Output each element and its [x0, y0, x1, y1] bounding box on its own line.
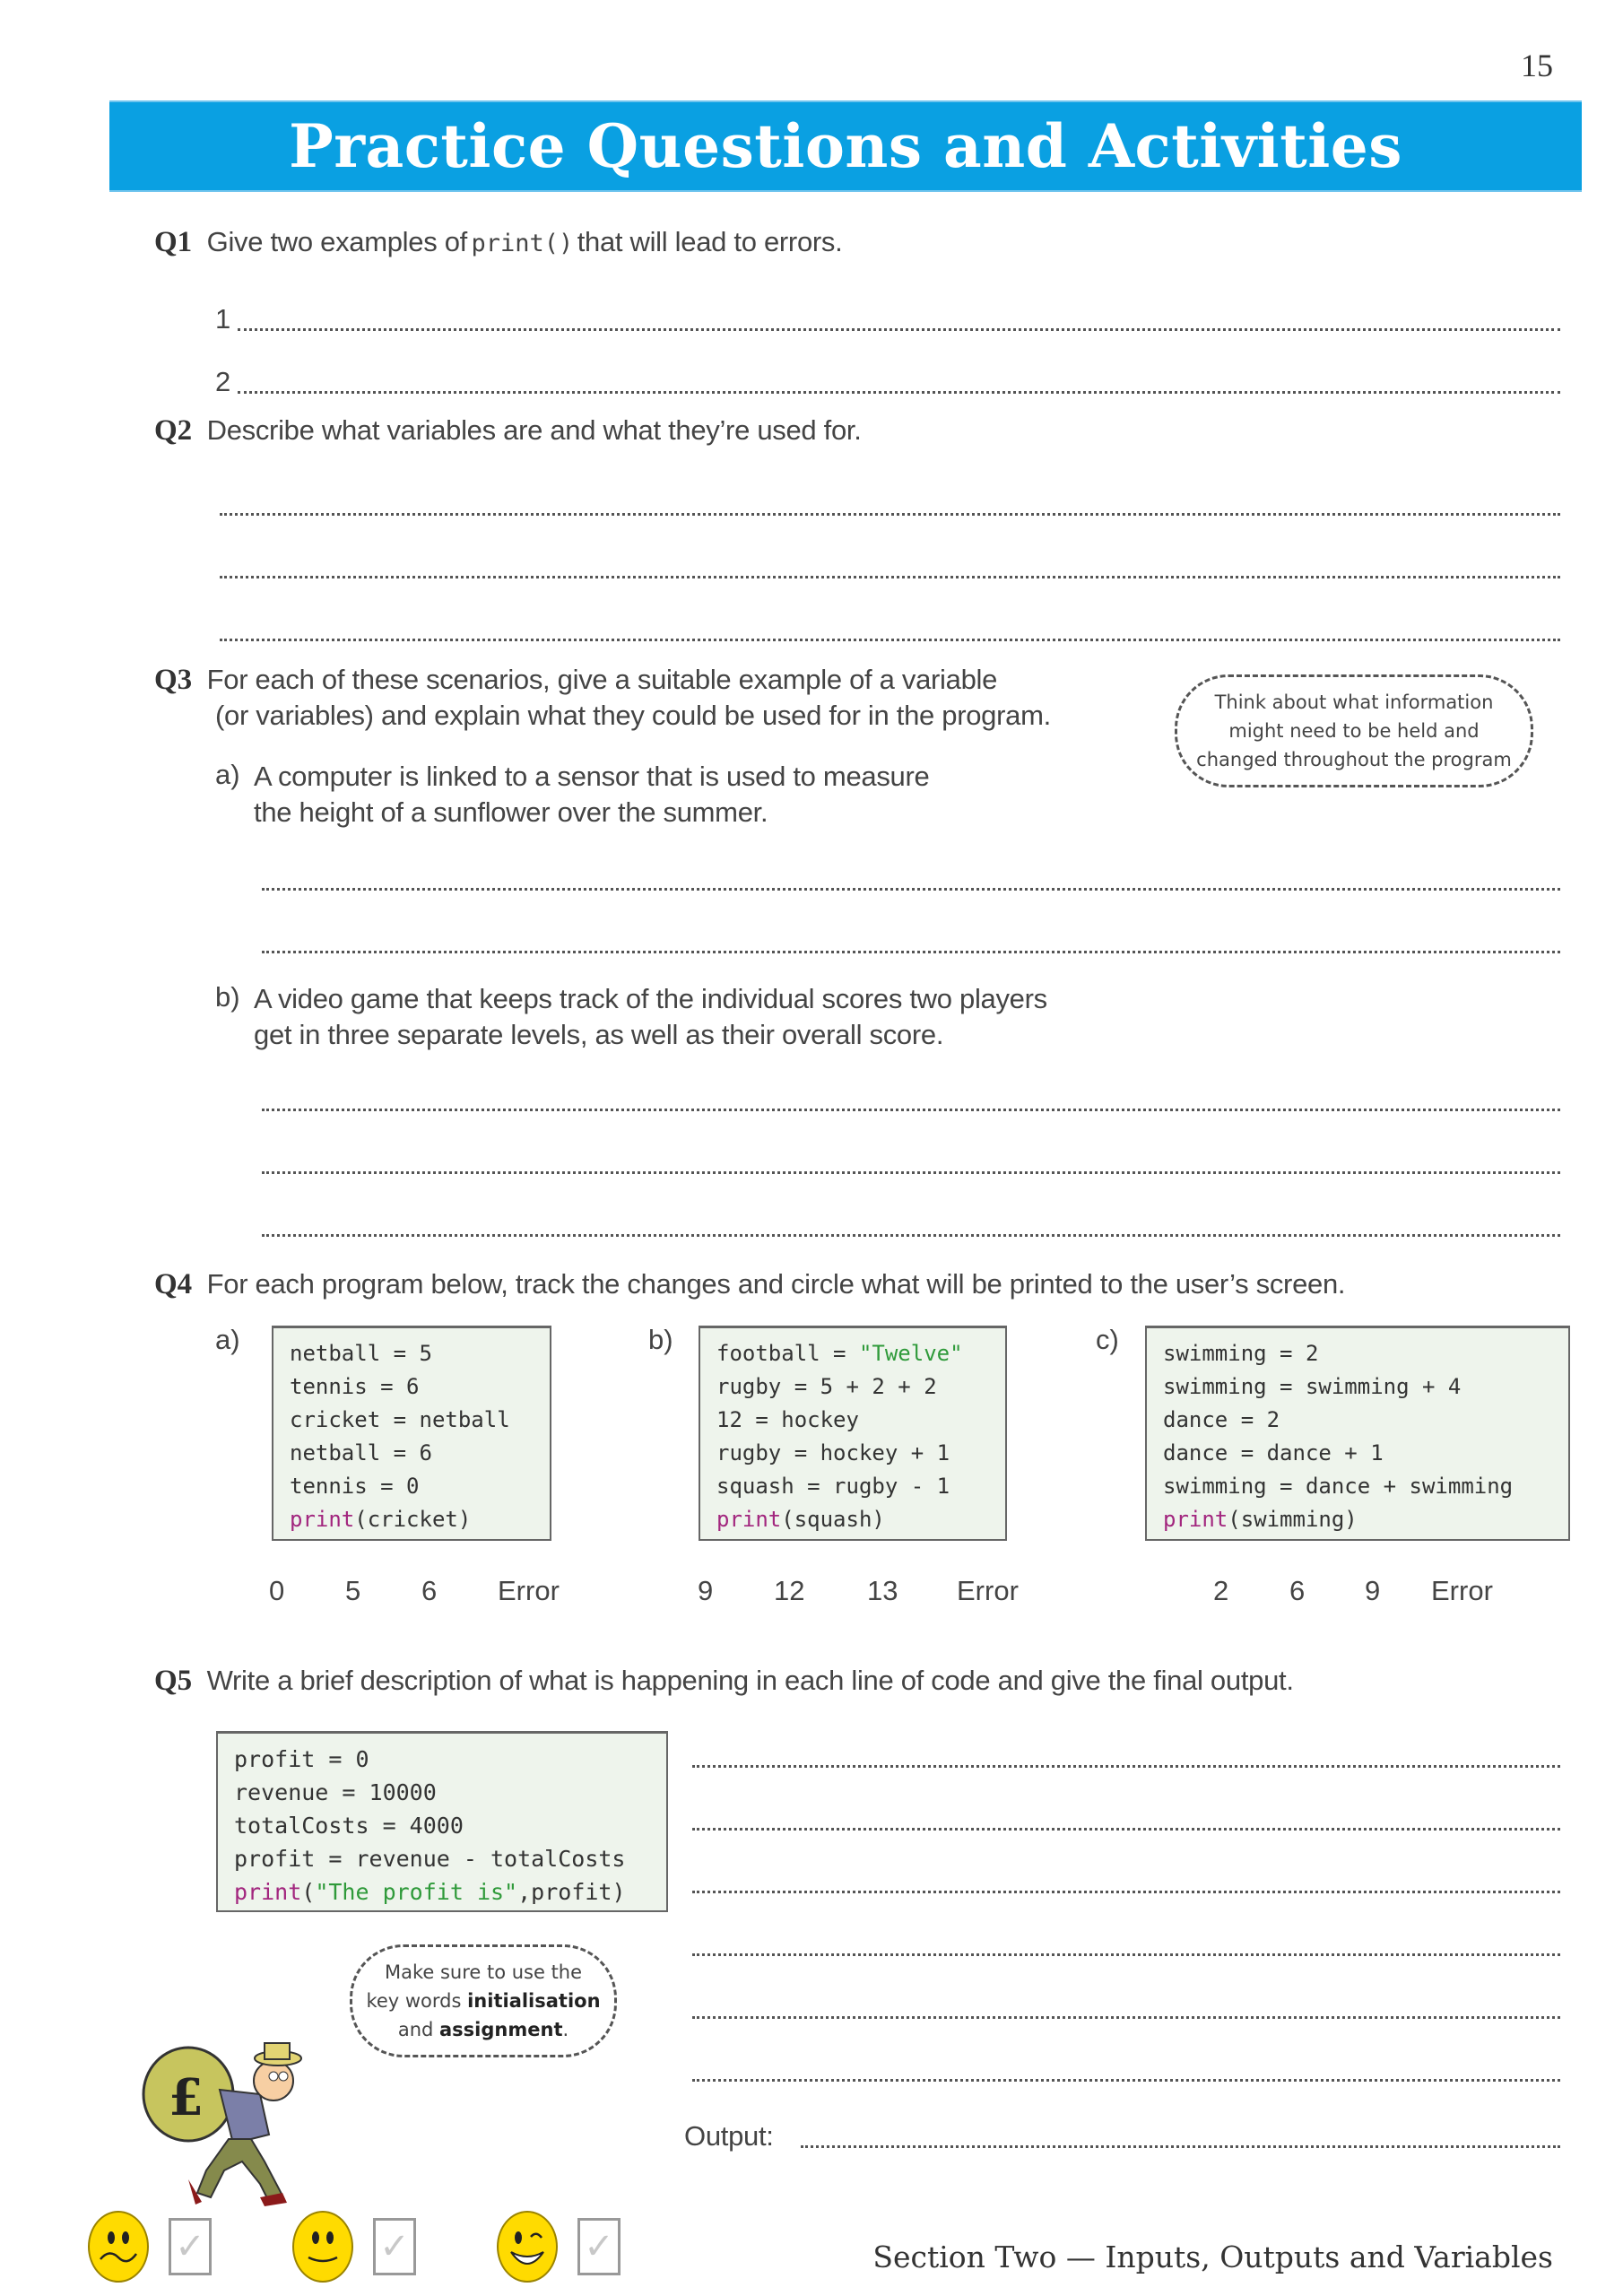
code-line: tennis = 6: [290, 1374, 420, 1399]
code-line: tennis = 0: [290, 1474, 420, 1499]
code-line-print: [234, 1875, 650, 1909]
string-literal: "The profit is": [315, 1879, 518, 1905]
print-args: (swimming): [1228, 1507, 1358, 1532]
answer-line[interactable]: [692, 1953, 1560, 1956]
code-line-print: [290, 1503, 534, 1536]
print-args: (squash): [781, 1507, 885, 1532]
program-label: a): [215, 1324, 240, 1355]
question-text: Give two examples of: [206, 226, 467, 257]
question-5: [154, 1663, 1294, 1699]
string-literal: "Twelve": [858, 1341, 963, 1366]
code-block-c: [1145, 1326, 1570, 1541]
self-assessment-row: [88, 2211, 621, 2283]
tip-line: [352, 1987, 614, 2015]
program-label: b): [648, 1324, 673, 1355]
option[interactable]: 6: [1289, 1575, 1306, 1606]
code-line: revenue = 10000: [234, 1779, 437, 1805]
code-line: cricket = netball: [290, 1407, 510, 1432]
code-line: rugby = hockey + 1: [716, 1440, 950, 1465]
option[interactable]: Error: [498, 1575, 560, 1606]
code-text: football =: [716, 1341, 859, 1366]
question-text: Write a brief description of what is happening in each line of code and give the final output.: [206, 1665, 1294, 1696]
print-keyword: print: [290, 1507, 355, 1532]
code-line: totalCosts = 4000: [234, 1813, 464, 1839]
print-keyword: print: [1163, 1507, 1228, 1532]
option[interactable]: Error: [957, 1575, 1019, 1606]
code-block-b: [699, 1326, 1007, 1541]
answer-line[interactable]: [220, 513, 1560, 516]
answer-line[interactable]: [692, 1765, 1560, 1768]
tip-line: Think about what information: [1214, 691, 1494, 713]
option[interactable]: 9: [698, 1575, 714, 1606]
code-line: swimming = swimming + 4: [1163, 1374, 1462, 1399]
output-answer-line[interactable]: [801, 2145, 1560, 2148]
option[interactable]: 12: [774, 1575, 805, 1606]
tip-bubble: [1175, 674, 1533, 787]
code-line: swimming = 2: [1163, 1341, 1319, 1366]
subquestion-label: a): [215, 759, 240, 790]
question-2: [154, 413, 862, 448]
print-args: (cricket): [354, 1507, 472, 1532]
answer-line[interactable]: [262, 1234, 1560, 1237]
code-line-print: [716, 1503, 989, 1536]
money-bag-thief-illustration: [135, 2027, 305, 2206]
answer-line[interactable]: [262, 888, 1560, 891]
question-text: For each of these scenarios, give a suitable example of a variable: [206, 664, 998, 695]
answer-line[interactable]: [692, 1828, 1560, 1831]
code-line: dance = 2: [1163, 1407, 1280, 1432]
section-footer: Section Two — Inputs, Outputs and Variables: [872, 2239, 1553, 2274]
subquestion-text: A video game that keeps track of the individual scores two players: [254, 983, 1047, 1014]
code-line: squash = rugby - 1: [716, 1474, 950, 1499]
answer-line[interactable]: [692, 1891, 1560, 1893]
answer-line-label: 2: [215, 366, 231, 397]
tip-text: key words: [366, 1990, 468, 2012]
self-assessment-checkbox[interactable]: ✓: [373, 2218, 416, 2275]
program-label: c): [1096, 1324, 1119, 1355]
winking-grin-face-icon: [497, 2211, 558, 2283]
tip-text: and: [397, 2019, 440, 2040]
question-4: [154, 1266, 1345, 1302]
option[interactable]: 2: [1213, 1575, 1229, 1606]
page-number: 15: [1521, 48, 1553, 83]
tip-keyword: initialisation: [467, 1990, 601, 2012]
subquestion-text-cont: the height of a sunflower over the summer.: [254, 796, 768, 828]
question-text-cont: (or variables) and explain what they could be used for in the program.: [215, 700, 1051, 731]
answer-line[interactable]: [220, 576, 1560, 578]
answer-line[interactable]: [692, 2016, 1560, 2019]
print-keyword: print: [234, 1879, 302, 1905]
smiling-face-icon: [292, 2211, 353, 2283]
answer-line[interactable]: [262, 1171, 1560, 1174]
answer-line[interactable]: [220, 639, 1560, 641]
subquestion-text: A computer is linked to a sensor that is used to measure: [254, 761, 930, 792]
tip-line: might need to be held and: [1228, 720, 1480, 742]
answer-options-a: [269, 1575, 560, 1607]
answer-line[interactable]: [262, 1109, 1560, 1111]
tip-line: [352, 2015, 614, 2044]
option[interactable]: 9: [1365, 1575, 1381, 1606]
code-line: 12 = hockey: [716, 1407, 859, 1432]
code-line: profit = revenue - totalCosts: [234, 1846, 626, 1872]
tip-line: changed throughout the program: [1196, 749, 1512, 770]
code-line: dance = dance + 1: [1163, 1440, 1384, 1465]
code-line-print: [1163, 1503, 1552, 1536]
code-line: swimming = dance + swimming: [1163, 1474, 1514, 1499]
code-line: profit = 0: [234, 1746, 369, 1772]
question-number: Q4: [154, 1268, 193, 1300]
question-number: Q2: [154, 414, 193, 447]
option[interactable]: 0: [269, 1575, 285, 1606]
option[interactable]: 13: [867, 1575, 898, 1606]
print-keyword: print: [716, 1507, 782, 1532]
code-block-q5: [216, 1731, 668, 1912]
code-line: netball = 6: [290, 1440, 432, 1465]
code-text: ,profit): [517, 1879, 626, 1905]
tip-line: Make sure to use the: [384, 1961, 583, 1983]
tip-bubble-keywords: [350, 1944, 617, 2057]
question-text: Describe what variables are and what they’re used for.: [206, 414, 862, 446]
output-label: Output:: [684, 2120, 774, 2152]
svg-text:£: £: [169, 2068, 204, 2127]
answer-line-2[interactable]: [238, 391, 1560, 394]
question-text: For each program below, track the changes and circle what will be printed to the user’s screen.: [206, 1268, 1346, 1300]
page-title: Practice Questions and Activities: [289, 111, 1402, 181]
option[interactable]: 6: [421, 1575, 438, 1606]
question-1: [154, 224, 842, 260]
code-block-a: [272, 1326, 551, 1541]
code-text: (: [301, 1879, 316, 1905]
option[interactable]: Error: [1431, 1575, 1493, 1606]
self-assessment-checkbox[interactable]: ✓: [169, 2218, 212, 2275]
code-line: netball = 5: [290, 1341, 432, 1366]
self-assessment-checkbox[interactable]: ✓: [577, 2218, 621, 2275]
answer-line[interactable]: [692, 2079, 1560, 2082]
option[interactable]: 5: [345, 1575, 361, 1606]
wavy-mouth-face-icon: [88, 2211, 149, 2283]
question-text-cont: that will lead to errors.: [577, 226, 843, 257]
title-banner: [109, 100, 1582, 192]
answer-line[interactable]: [262, 951, 1560, 953]
tip-keyword: assignment: [439, 2019, 563, 2040]
inline-code: print(): [471, 230, 574, 257]
tip-text: .: [562, 2019, 569, 2040]
question-3: [154, 662, 997, 698]
subquestion-label: b): [215, 981, 240, 1013]
answer-line-1[interactable]: [238, 328, 1560, 331]
code-line: [716, 1337, 989, 1370]
question-number: Q3: [154, 664, 193, 696]
answer-options-b: [698, 1575, 1019, 1607]
question-number: Q5: [154, 1665, 193, 1697]
code-line: rugby = 5 + 2 + 2: [716, 1374, 937, 1399]
question-number: Q1: [154, 226, 193, 258]
answer-options-c: [1213, 1575, 1493, 1607]
subquestion-text-cont: get in three separate levels, as well as their overall score.: [254, 1019, 944, 1050]
answer-line-label: 1: [215, 303, 231, 335]
